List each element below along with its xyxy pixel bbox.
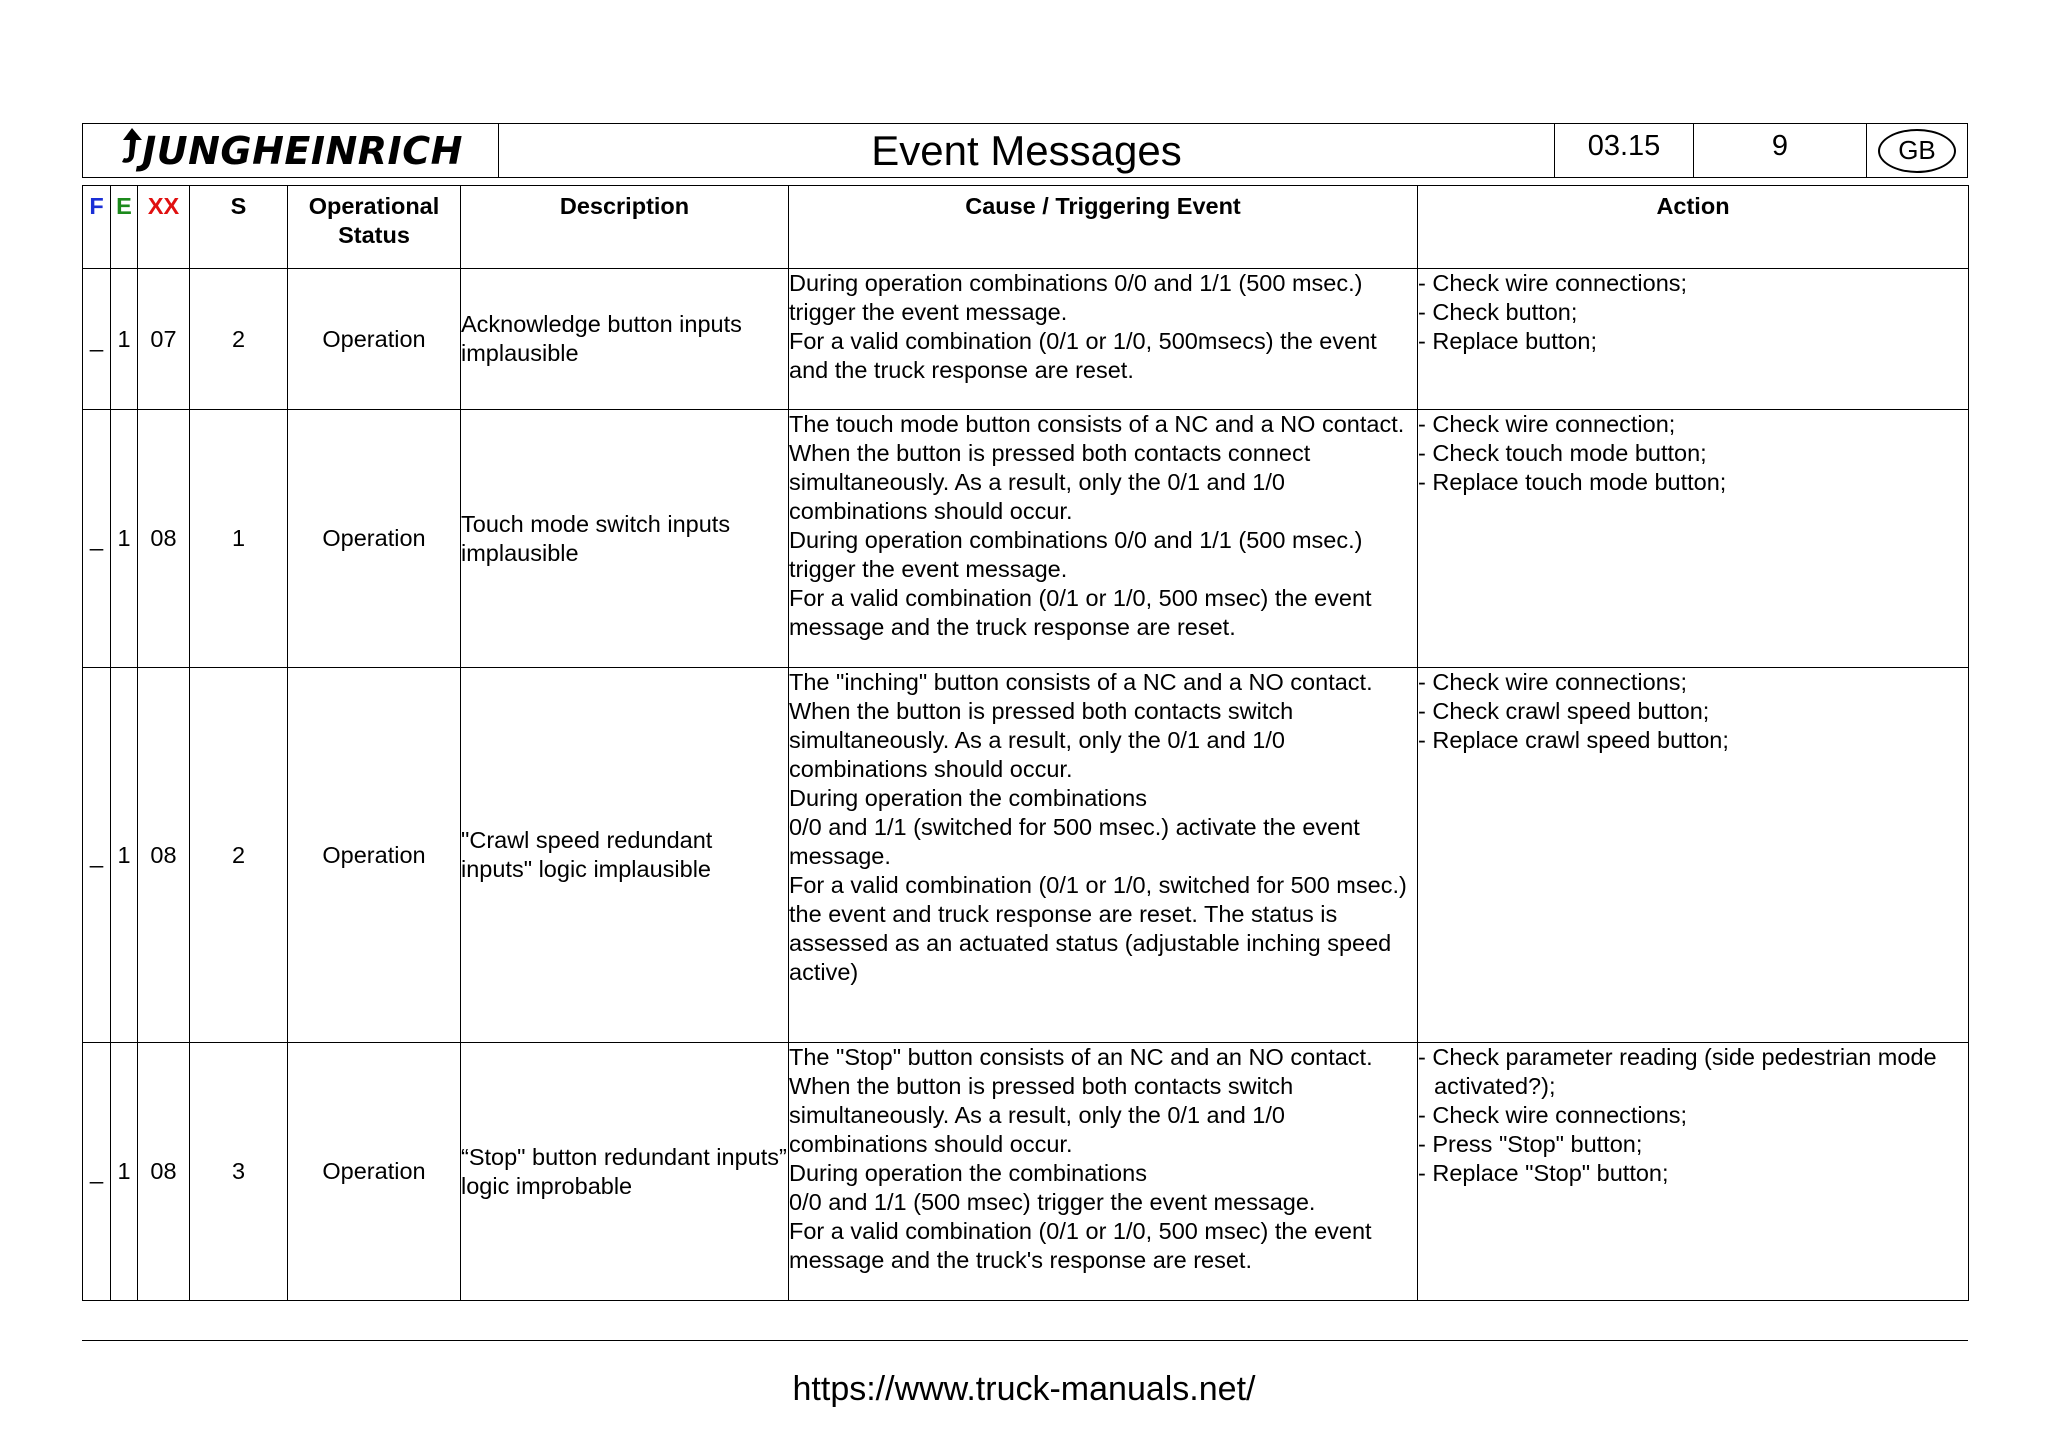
cell-e: 1 bbox=[111, 668, 138, 1043]
column-header-xx: XX bbox=[138, 186, 190, 269]
table-row bbox=[83, 269, 1969, 410]
cell-f: _ bbox=[83, 668, 111, 1043]
action-item: - Replace "Stop" button; bbox=[1418, 1159, 1968, 1188]
cause-line: The "inching" button consists of a NC and a NO contact. When the button is pressed both contacts switch simultaneously. As a result, only the 0/1 and 1/0 combinations should occur. bbox=[789, 669, 1373, 782]
action-item: - Replace touch mode button; bbox=[1418, 468, 1968, 497]
action-list bbox=[1418, 668, 1968, 755]
cell-status: Operation bbox=[288, 269, 461, 410]
action-item: - Check wire connections; bbox=[1418, 269, 1968, 298]
cell-action bbox=[1418, 269, 1969, 410]
cell-action bbox=[1418, 668, 1969, 1043]
language-cell bbox=[1867, 124, 1967, 177]
cell-e: 1 bbox=[111, 269, 138, 410]
document-header bbox=[82, 123, 1968, 178]
cause-line: 0/0 and 1/1 (500 msec) trigger the event message. bbox=[789, 1189, 1316, 1215]
page-title: Event Messages bbox=[499, 124, 1555, 177]
logo-arrow-icon bbox=[118, 126, 142, 175]
cell-status: Operation bbox=[288, 410, 461, 668]
cell-xx: 08 bbox=[138, 668, 190, 1043]
cause-line: During operation the combinations bbox=[789, 785, 1147, 811]
cause-line: For a valid combination (0/1 or 1/0, 500msecs) the event and the truck response are reset. bbox=[789, 328, 1377, 383]
cell-e: 1 bbox=[111, 410, 138, 668]
cell-f: _ bbox=[83, 1043, 111, 1301]
action-item: - Replace button; bbox=[1418, 327, 1968, 356]
cell-e: 1 bbox=[111, 1043, 138, 1301]
action-item: - Check wire connections; bbox=[1418, 1101, 1968, 1130]
cell-s: 2 bbox=[190, 668, 288, 1043]
cell-action bbox=[1418, 1043, 1969, 1301]
action-item: - Check wire connection; bbox=[1418, 410, 1968, 439]
logo-text: JUNGHEINRICH bbox=[142, 128, 463, 173]
table-row bbox=[83, 410, 1969, 668]
action-item: - Press "Stop" button; bbox=[1418, 1130, 1968, 1159]
cause-line: 0/0 and 1/1 (switched for 500 msec.) activate the event message. bbox=[789, 814, 1360, 869]
cell-cause bbox=[789, 269, 1418, 410]
cause-line: The "Stop" button consists of an NC and an NO contact. When the button is pressed both contacts switch simultaneously. As a result, only the 0/1 and 1/0 combinations should occur. bbox=[789, 1044, 1373, 1157]
cause-line: During operation the combinations bbox=[789, 1160, 1147, 1186]
page-number: 9 bbox=[1694, 124, 1867, 177]
column-header-action: Action bbox=[1418, 186, 1969, 269]
column-header-cause: Cause / Triggering Event bbox=[789, 186, 1418, 269]
footer-url[interactable]: https://www.truck-manuals.net/ bbox=[792, 1370, 1256, 1408]
brand-logo bbox=[83, 124, 499, 177]
cell-xx: 07 bbox=[138, 269, 190, 410]
action-list bbox=[1418, 1043, 1968, 1188]
cell-status: Operation bbox=[288, 1043, 461, 1301]
table-header-row bbox=[83, 186, 1969, 269]
column-header-f: F bbox=[83, 186, 111, 269]
action-item: - Replace crawl speed button; bbox=[1418, 726, 1968, 755]
cell-s: 1 bbox=[190, 410, 288, 668]
cell-description: "Crawl speed redundant inputs" logic implausible bbox=[461, 668, 789, 1043]
action-item: - Check parameter reading (side pedestrian mode activated?); bbox=[1418, 1043, 1968, 1101]
action-item: - Check button; bbox=[1418, 298, 1968, 327]
document-date: 03.15 bbox=[1555, 124, 1694, 177]
cause-line: the event and truck response are reset. The status is assessed as an actuated status (adjustable inching speed active) bbox=[789, 901, 1392, 985]
cell-description: Touch mode switch inputs implausible bbox=[461, 410, 789, 668]
cause-line: During operation combinations 0/0 and 1/1 (500 msec.) trigger the event message. bbox=[789, 527, 1363, 582]
cause-line: During operation combinations 0/0 and 1/1 (500 msec.) trigger the event message. bbox=[789, 270, 1363, 325]
cell-f: _ bbox=[83, 269, 111, 410]
cell-xx: 08 bbox=[138, 410, 190, 668]
footer-divider bbox=[82, 1340, 1968, 1341]
table-row bbox=[83, 1043, 1969, 1301]
cause-line: For a valid combination (0/1 or 1/0, 500 msec) the event message and the truck's response are reset. bbox=[789, 1218, 1372, 1273]
column-header-s: S bbox=[190, 186, 288, 269]
cell-action bbox=[1418, 410, 1969, 668]
cell-xx: 08 bbox=[138, 1043, 190, 1301]
event-messages-table bbox=[82, 185, 1969, 1301]
action-list bbox=[1418, 410, 1968, 497]
column-header-e: E bbox=[111, 186, 138, 269]
cause-line: The touch mode button consists of a NC and a NO contact. When the button is pressed both contacts connect simultaneously. As a result, only the 0/1 and 1/0 combinations should occur. bbox=[789, 411, 1405, 524]
column-header-status: Operational Status bbox=[288, 186, 461, 269]
cell-description: “Stop" button redundant inputs” logic improbable bbox=[461, 1043, 789, 1301]
action-item: - Check touch mode button; bbox=[1418, 439, 1968, 468]
language-badge: GB bbox=[1878, 129, 1956, 173]
cell-cause bbox=[789, 668, 1418, 1043]
action-item: - Check crawl speed button; bbox=[1418, 697, 1968, 726]
cell-status: Operation bbox=[288, 668, 461, 1043]
cell-cause bbox=[789, 410, 1418, 668]
cell-s: 3 bbox=[190, 1043, 288, 1301]
column-header-description: Description bbox=[461, 186, 789, 269]
cause-line: For a valid combination (0/1 or 1/0, switched for 500 msec.) bbox=[789, 872, 1407, 898]
cell-cause bbox=[789, 1043, 1418, 1301]
action-list bbox=[1418, 269, 1968, 356]
cell-s: 2 bbox=[190, 269, 288, 410]
cell-description: Acknowledge button inputs implausible bbox=[461, 269, 789, 410]
action-item: - Check wire connections; bbox=[1418, 668, 1968, 697]
cause-line: For a valid combination (0/1 or 1/0, 500 msec) the event message and the truck response are reset. bbox=[789, 585, 1372, 640]
table-row bbox=[83, 668, 1969, 1043]
logo-wordmark bbox=[118, 126, 463, 175]
cell-f: _ bbox=[83, 410, 111, 668]
